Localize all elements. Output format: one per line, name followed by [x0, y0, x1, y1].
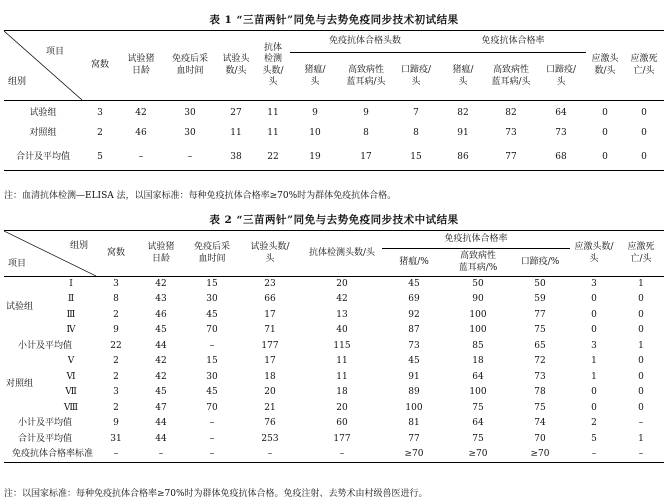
table-cell: 42 [155, 278, 167, 289]
table-cell: 82 [457, 108, 469, 119]
table-cell: 0 [591, 294, 597, 305]
table-cell: 46 [135, 127, 147, 138]
group-label-test: 试验组 [6, 302, 34, 313]
row-label: Ⅷ [63, 402, 79, 413]
table-cell: 115 [333, 340, 351, 351]
table-cell: 92 [408, 309, 420, 320]
t2-header-sampling: 免疫后采血时间 [186, 231, 238, 277]
table-cell: – [618, 447, 664, 463]
t2-header-item: 项目 [8, 259, 27, 269]
t1-header-death: 应激死亡/头 [624, 31, 664, 101]
table-cell: 18 [264, 371, 276, 382]
table-cell: 2 [97, 127, 103, 138]
table-cell: 73 [408, 340, 420, 351]
row-label: Ⅲ [66, 309, 76, 320]
row-label: 免疫抗体合格率标准 [4, 447, 96, 463]
table-cell: 0 [638, 371, 644, 382]
table-cell: 11 [336, 371, 348, 382]
table-cell: 70 [206, 325, 218, 336]
table-cell: 75 [472, 402, 484, 413]
table-cell: 22 [110, 340, 122, 351]
table-cell: 22 [256, 145, 290, 171]
table-cell: 45 [206, 309, 218, 320]
table-cell: 90 [472, 294, 484, 305]
t1-header-qualified-rate: 免疫抗体合格率 [440, 31, 586, 53]
row-label: Ⅴ [67, 356, 75, 367]
table-cell: – [96, 447, 136, 463]
table-cell: 18 [472, 356, 484, 367]
table-cell: 100 [469, 309, 487, 320]
table-cell: 23 [264, 278, 276, 289]
table-cell: 45 [408, 278, 420, 289]
table-cell: 0 [602, 127, 608, 138]
row-label: 合计及平均值 [4, 145, 82, 171]
table-row [4, 385, 664, 401]
table-cell: 72 [534, 356, 546, 367]
table-cell: – [186, 447, 238, 463]
table-cell: 9 [113, 418, 119, 429]
table-cell: 44 [155, 340, 167, 351]
table-cell: 46 [155, 309, 167, 320]
table-cell: 11 [267, 127, 279, 138]
table-cell: – [638, 418, 644, 429]
table-cell: 40 [336, 325, 348, 336]
table-cell: 17 [264, 356, 276, 367]
table-cell: 20 [264, 387, 276, 398]
table-cell: 91 [408, 371, 420, 382]
table-cell: 0 [602, 108, 608, 119]
table-cell: 66 [264, 294, 276, 305]
t2-sub-fmd: 口蹄疫/% [510, 249, 570, 277]
table2 [4, 230, 664, 463]
table-cell: 100 [469, 387, 487, 398]
table-cell: 100 [469, 325, 487, 336]
table-cell: 3 [591, 340, 597, 351]
table-cell: 0 [591, 325, 597, 336]
table-cell: 17 [264, 309, 276, 320]
table-cell: 64 [472, 371, 484, 382]
row-label: Ⅶ [65, 387, 77, 398]
row-label: 试验组 [29, 108, 57, 119]
table-row [4, 432, 664, 448]
table-cell: 50 [534, 278, 546, 289]
table-row [4, 308, 664, 324]
t2-header-rate: 免疫抗体合格率 [382, 231, 570, 249]
table-cell: 0 [624, 145, 664, 171]
table-cell: 44 [155, 418, 167, 429]
table-cell: 43 [155, 294, 167, 305]
table-cell: 59 [534, 294, 546, 305]
table-cell: 45 [206, 387, 218, 398]
table-cell: 1 [638, 278, 644, 289]
table-cell: 0 [638, 402, 644, 413]
table-cell: 9 [312, 108, 318, 119]
table-row [4, 370, 664, 386]
t1-sub-prrs-rate: 高致病性蓝耳病/头 [486, 53, 536, 101]
table1-caption: 表 1 “三苗两针”同免与去势免疫同步技术初试结果 [209, 14, 459, 26]
row-label: 对照组 [29, 127, 57, 138]
table-cell: 75 [534, 402, 546, 413]
table-cell: – [136, 447, 186, 463]
table-cell: 0 [586, 145, 624, 171]
table-cell: 0 [638, 387, 644, 398]
table-cell: 76 [264, 418, 276, 429]
table-cell: 0 [638, 294, 644, 305]
table-row [4, 401, 664, 417]
table-cell: – [238, 447, 302, 463]
table2-caption: 表 2 “三苗两针”同免与去势免疫同步技术中试结果 [209, 214, 459, 226]
table-row [4, 101, 664, 123]
table-cell: 8 [113, 294, 119, 305]
table-row [4, 354, 664, 370]
table-cell: 15 [392, 145, 440, 171]
table-cell: – [164, 145, 216, 171]
table-cell: 2 [113, 402, 119, 413]
table-cell: 17 [340, 145, 392, 171]
row-label: Ⅰ [69, 278, 73, 289]
table-cell: 15 [206, 356, 218, 367]
table-cell: 77 [534, 309, 546, 320]
table-cell: 0 [638, 325, 644, 336]
table-cell: 11 [336, 356, 348, 367]
table-cell: 45 [155, 387, 167, 398]
table-cell: 2 [113, 356, 119, 367]
table-cell: 20 [336, 278, 348, 289]
table-cell: 30 [184, 127, 196, 138]
table-cell: 3 [113, 278, 119, 289]
t1-sub-swine: 猪瘟/头 [290, 53, 340, 101]
table-row [4, 292, 664, 308]
table-cell: 9 [363, 108, 369, 119]
table-cell: 73 [555, 127, 567, 138]
table-cell: 5 [591, 433, 597, 444]
table-cell: 68 [536, 145, 586, 171]
table-cell: ≥70 [446, 447, 510, 463]
table-cell: 0 [638, 356, 644, 367]
table-cell: 91 [457, 127, 469, 138]
table-cell: 13 [336, 309, 348, 320]
table1 [4, 30, 664, 171]
table-cell: 69 [408, 294, 420, 305]
table-cell: – [570, 447, 618, 463]
table-row [4, 323, 664, 339]
table-cell: 5 [82, 145, 118, 171]
table1-note: 注：血清抗体检测—ELISA 法，以国家标准：每种免疫抗体合格率≥70%时为群体免疫抗体合格。 [4, 191, 397, 201]
table-cell: 3 [113, 387, 119, 398]
table-cell: 78 [534, 387, 546, 398]
table-cell: 0 [638, 309, 644, 320]
table-cell: 30 [206, 294, 218, 305]
table-cell: 15 [206, 278, 218, 289]
t1-header-stress: 应激头数/头 [586, 31, 624, 101]
row-label: Ⅱ [67, 294, 75, 305]
table-cell: 31 [110, 433, 122, 444]
table-cell: – [209, 433, 215, 444]
table-cell: 75 [534, 325, 546, 336]
table-cell: 45 [155, 325, 167, 336]
table-cell: 1 [591, 356, 597, 367]
table-cell: 11 [230, 127, 242, 138]
row-label: Ⅳ [66, 325, 76, 336]
row-label: 小计及平均值 [18, 340, 73, 351]
t2-header-litters: 窝数 [96, 231, 136, 277]
t2-sub-swine: 猪瘟/% [382, 249, 446, 277]
table-cell: 73 [505, 127, 517, 138]
table-row [4, 447, 664, 463]
table-cell: 38 [216, 145, 256, 171]
t1-header-count: 试验头数/头 [216, 31, 256, 101]
t2-header-diagonal [4, 231, 96, 277]
t1-sub-swine-rate: 猪瘟/头 [440, 53, 486, 101]
table-cell: 10 [309, 127, 321, 138]
table-cell: 70 [534, 433, 546, 444]
table-cell: 20 [336, 402, 348, 413]
table-cell: 1 [638, 433, 644, 444]
table-cell: 87 [408, 325, 420, 336]
table-cell: 70 [206, 402, 218, 413]
table-cell: 71 [264, 325, 276, 336]
table-cell: – [302, 447, 382, 463]
table-cell: 1 [591, 371, 597, 382]
table-row [4, 416, 664, 432]
table-cell: 50 [472, 278, 484, 289]
t2-header-count: 试验头数/头 [238, 231, 302, 277]
table-cell: 44 [155, 433, 167, 444]
table-cell: 42 [155, 371, 167, 382]
t1-header-diagonal [4, 31, 82, 101]
table-row [4, 277, 664, 293]
t1-header-litters: 窝数 [82, 31, 118, 101]
table-cell: 74 [534, 418, 546, 429]
table-cell: 7 [413, 108, 419, 119]
table-cell: 77 [408, 433, 420, 444]
table-cell: 0 [641, 127, 647, 138]
table-cell: – [209, 418, 215, 429]
table-cell: 27 [230, 108, 242, 119]
t1-header-tested: 抗体检测头数/头 [256, 31, 290, 101]
table-cell: 18 [336, 387, 348, 398]
table-cell: 177 [261, 340, 279, 351]
table-cell: 1 [638, 340, 644, 351]
table-cell: 82 [505, 108, 517, 119]
table-cell: 30 [206, 371, 218, 382]
table-cell: 8 [363, 127, 369, 138]
table-cell: ≥70 [510, 447, 570, 463]
table-cell: 2 [113, 309, 119, 320]
table-cell: 30 [184, 108, 196, 119]
t1-sub-fmd: 口蹄疫/头 [392, 53, 440, 101]
table-cell: 77 [486, 145, 536, 171]
table-cell: 0 [591, 402, 597, 413]
t1-header-group: 组别 [8, 77, 27, 87]
table-row [4, 339, 664, 355]
table-cell: 75 [472, 433, 484, 444]
table2-note: 注：以国家标准：每种免疫抗体合格率≥70%时为群体免疫抗体合格。免疫注射、去势术由村级兽医进行。 [4, 489, 428, 499]
table-cell: 3 [97, 108, 103, 119]
t2-header-death: 应激死亡/头 [618, 231, 664, 277]
table-cell: 2 [113, 371, 119, 382]
table-cell: 3 [591, 278, 597, 289]
t1-header-age: 试验猪日龄 [118, 31, 164, 101]
row-label: Ⅵ [66, 371, 76, 382]
t2-header-tested: 抗体检测头数/头 [302, 231, 382, 277]
table-cell: 9 [113, 325, 119, 336]
t2-sub-prrs: 高致病性蓝耳病/% [446, 249, 510, 277]
table-cell: 0 [591, 309, 597, 320]
table-cell: 42 [155, 356, 167, 367]
table-cell: 45 [408, 356, 420, 367]
table-cell: 60 [336, 418, 348, 429]
t2-header-stress: 应激头数/头 [570, 231, 618, 277]
table-cell: 100 [405, 402, 423, 413]
table-cell: 2 [591, 418, 597, 429]
table-cell: 42 [336, 294, 348, 305]
table-cell: 11 [267, 108, 279, 119]
table-cell: 89 [408, 387, 420, 398]
table-cell: 8 [413, 127, 419, 138]
table-cell: 0 [641, 108, 647, 119]
table-cell: 65 [534, 340, 546, 351]
table-cell: 0 [591, 387, 597, 398]
t1-sub-fmd-rate: 口蹄疫/头 [536, 53, 586, 101]
table-cell: 19 [290, 145, 340, 171]
table-cell: 42 [135, 108, 147, 119]
table-cell: – [209, 340, 215, 351]
t1-header-sampling: 免疫后采血时间 [164, 31, 216, 101]
table-cell: 177 [333, 433, 351, 444]
t1-header-item: 项目 [46, 47, 65, 57]
table-cell: 86 [440, 145, 486, 171]
group-label-control: 对照组 [6, 379, 34, 390]
table-cell: 73 [534, 371, 546, 382]
t1-header-qualified-count: 免疫抗体合格头数 [290, 31, 440, 53]
table-cell: 47 [155, 402, 167, 413]
table-row [4, 145, 664, 171]
table-cell: 64 [472, 418, 484, 429]
table-cell: 253 [261, 433, 279, 444]
table-row [4, 123, 664, 145]
table-cell: 81 [408, 418, 420, 429]
table-cell: 85 [472, 340, 484, 351]
table-cell: 64 [555, 108, 567, 119]
t1-sub-prrs: 高致病性蓝耳病/头 [340, 53, 392, 101]
table-cell: 21 [264, 402, 276, 413]
t2-header-group: 组别 [70, 241, 89, 251]
table-cell: ≥70 [382, 447, 446, 463]
row-label: 合计及平均值 [18, 433, 73, 444]
t2-header-age: 试验猪日龄 [136, 231, 186, 277]
row-label: 小计及平均值 [18, 418, 73, 429]
table-cell: – [118, 145, 164, 171]
